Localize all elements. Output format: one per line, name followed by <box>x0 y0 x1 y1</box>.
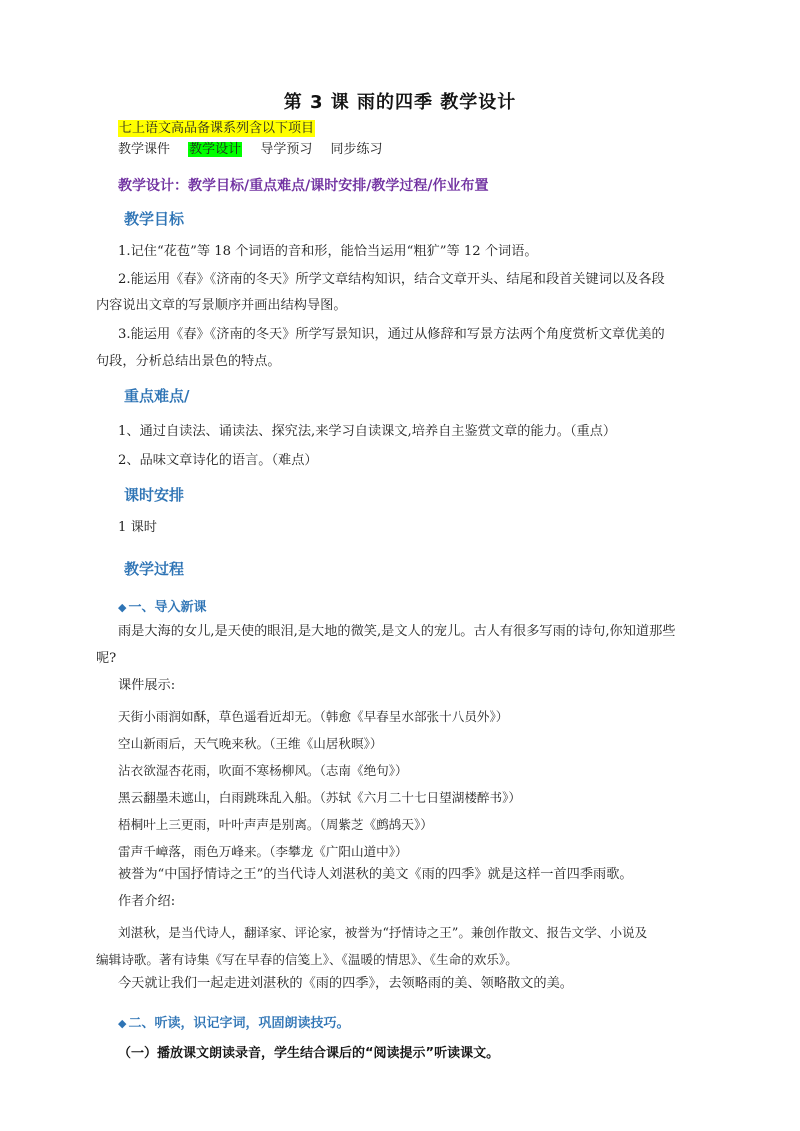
objective-item: 3.能运用《春》《济南的冬天》所学写景知识，通过从修辞和写景方法两个角度赏析文章优美的 <box>118 327 665 342</box>
listen-step: （一）播放课文朗读录音，学生结合课后的“阅读提示”听读课文。 <box>118 1046 500 1061</box>
heading-key-points: 重点难点/ <box>124 387 190 405</box>
section-listen-label: 二、听读，识记字词，巩固朗读技巧。 <box>128 1016 350 1031</box>
series-banner: 七上语文高品备课系列含以下项目 <box>119 121 315 136</box>
section-intro-title <box>118 596 206 615</box>
link-practice[interactable]: 同步练习 <box>330 142 383 157</box>
link-teaching-design[interactable]: 教学设计 <box>189 142 242 157</box>
key-point-item: 2、品味文章诗化的语言。（难点） <box>118 453 318 468</box>
poem-line: 梧桐叶上三更雨，叶叶声声是别离。（周紫芝《鹧鸪天》） <box>118 817 433 832</box>
objective-item: 2.能运用《春》《济南的冬天》所学文章结构知识，结合文章开头、结尾和段首关键词以及各段 <box>118 272 665 287</box>
praise-text: 被誉为“中国抒情诗之王”的当代诗人刘湛秋的美文《雨的四季》就是这样一首四季雨歌。 <box>118 867 633 882</box>
objective-item: 内容说出文章的写景顺序并画出结构导图。 <box>96 298 347 313</box>
heading-process: 教学过程 <box>124 560 185 578</box>
poem-line: 空山新雨后，天气晚来秋。（王维《山居秋暝》） <box>118 736 383 751</box>
author-text: 编辑诗歌。著有诗集《写在早春的信笺上》、《温暖的情思》、《生命的欢乐》。 <box>96 952 518 967</box>
schedule-value: 1 课时 <box>118 520 157 535</box>
section-listen-title <box>118 1012 349 1031</box>
poem-line: 天街小雨润如酥，草色遥看近却无。（韩愈《早春呈水部张十八员外》） <box>118 709 509 724</box>
resource-links <box>118 141 396 158</box>
link-courseware[interactable]: 教学课件 <box>118 142 171 157</box>
poem-line: 雷声千嶂落，雨色万峰来。（李攀龙《广阳山道中》） <box>118 844 408 859</box>
today-text: 今天就让我们一起走进刘湛秋的《雨的四季》，去领略雨的美、领略散文的美。 <box>118 976 573 991</box>
design-outline-items: 教学目标/重点难点/课时安排/教学过程/作业布置 <box>188 178 489 194</box>
design-outline <box>118 175 488 195</box>
intro-text: 呢? <box>96 651 117 666</box>
diamond-bullet-icon: ◆ <box>118 1017 127 1030</box>
key-point-item: 1、通过自读法、诵读法、探究法,来学习自读课文,培养自主鉴赏文章的能力。（重点） <box>118 424 617 439</box>
courseware-label: 课件展示: <box>118 678 176 693</box>
author-text: 刘湛秋，是当代诗人，翻译家、评论家，被誉为“抒情诗之王”。兼创作散文、报告文学、小说及 <box>118 925 648 940</box>
objective-item: 句段，分析总结出景色的特点。 <box>96 354 281 369</box>
link-preview[interactable]: 导学预习 <box>260 142 313 157</box>
diamond-bullet-icon: ◆ <box>118 601 127 614</box>
design-outline-label: 教学设计： <box>118 178 188 194</box>
page-title: 第 3 课 雨的四季 教学设计 <box>283 92 517 113</box>
author-label: 作者介绍: <box>118 894 176 909</box>
section-intro-label: 一、导入新课 <box>128 600 207 615</box>
objective-item: 1.记住“花苞”等 18 个词语的音和形，能恰当运用“粗犷”等 12 个词语。 <box>118 244 538 259</box>
intro-text: 雨是大海的女儿,是天使的眼泪,是大地的微笑,是文人的宠儿。古人有很多写雨的诗句,你知道那些 <box>118 624 676 639</box>
poem-line: 沾衣欲湿杏花雨，吹面不寒杨柳风。（志南《绝句》） <box>118 763 408 778</box>
poem-line: 黑云翻墨未遮山，白雨跳珠乱入船。（苏轼《六月二十七日望湖楼醉书》） <box>118 790 521 805</box>
heading-objectives: 教学目标 <box>124 210 185 228</box>
heading-schedule: 课时安排 <box>124 486 185 504</box>
